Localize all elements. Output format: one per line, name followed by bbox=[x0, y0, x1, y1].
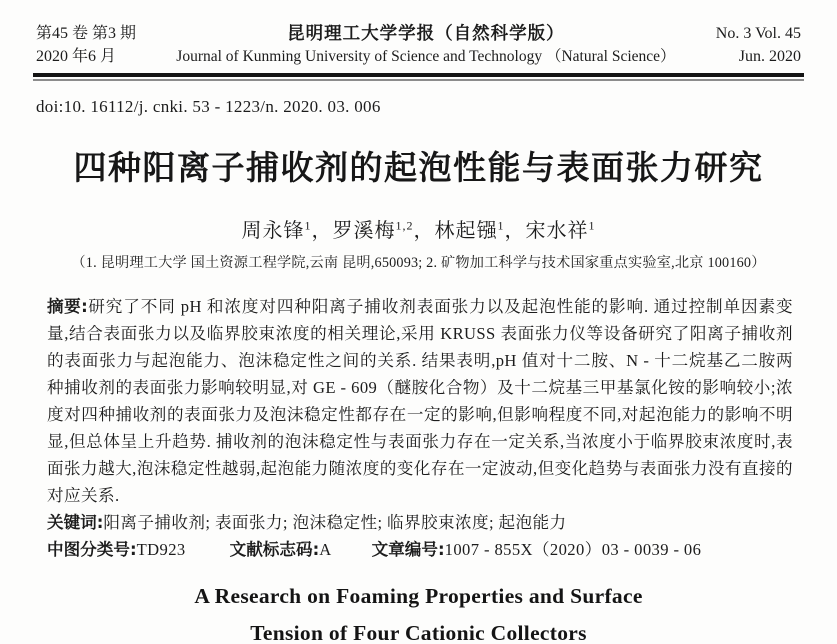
abstract-text: 研究了不同 pH 和浓度对四种阳离子捕收剂表面张力以及起泡性能的影响. 通过控制单因素变量,结合表面张力以及临界胶束浓度的相关理论,采用 KRUSS 表面张力仪等设备研究了阳离子捕收剂的表面张力与起泡能力、泡沫稳定性之间的关系. 结果表明,pH 值对十二胺、N - 十二烷基乙二胺两种捕收剂的表面张力影响较明显,对 GE - 609（醚胺化合物）及十二烷基三甲基氯化铵的影响较小;浓度对四种捕收剂的表面张力及泡沫稳定性都存在一定的影响,但影响程度不同,对起泡能力的影响不明显,但总体呈上升趋势. 捕收剂的泡沫稳定性与表面张力存在一定关系,当浓度小于临界胶束浓度时,表面张力越大,泡沫稳定性越弱,起泡能力随浓度的变化存在一定波动,但变化趋势与表面张力没有直接的对应关系. bbox=[47, 297, 793, 505]
author-2 bbox=[333, 220, 414, 242]
keywords-label: 关键词: bbox=[47, 513, 104, 532]
keywords-text: 阳离子捕收剂; 表面张力; 泡沫稳定性; 临界胶束浓度; 起泡能力 bbox=[103, 513, 567, 532]
author-1-affmark: 1 bbox=[304, 218, 312, 233]
article-number-value: 1007 - 855X（2020）03 - 0039 - 06 bbox=[444, 540, 702, 559]
authors-line bbox=[0, 214, 837, 243]
document-code-value: A bbox=[319, 540, 332, 559]
abstract-label: 摘要: bbox=[47, 297, 88, 316]
author-1 bbox=[242, 220, 312, 242]
author-3-name: 林起镪 bbox=[434, 220, 498, 242]
clc-value: TD923 bbox=[136, 540, 186, 559]
article-title-en bbox=[0, 578, 837, 644]
issue-en: No. 3 Vol. 45 bbox=[715, 25, 801, 42]
abstract-paragraph bbox=[47, 293, 793, 509]
classification-line bbox=[47, 536, 793, 563]
doi-line: doi:10. 16112/j. cnki. 53 - 1223/n. 2020. 03. 006 bbox=[36, 97, 381, 116]
journal-name-en: Journal of Kunming University of Science and Technology （Natural Science） bbox=[176, 48, 676, 65]
article-title-en-line1: A Research on Foaming Properties and Surface bbox=[194, 584, 643, 608]
author-4-name: 宋水祥 bbox=[525, 220, 589, 242]
publish-date-en: Jun. 2020 bbox=[738, 48, 801, 65]
document-code bbox=[230, 536, 332, 563]
header-issue-en-block bbox=[716, 22, 801, 68]
header-volume-issue-block bbox=[36, 22, 136, 68]
journal-header bbox=[36, 22, 801, 68]
document-code-label: 文献标志码: bbox=[229, 540, 320, 559]
keywords-line bbox=[47, 509, 793, 536]
author-2-name: 罗溪梅 bbox=[332, 220, 396, 242]
header-rule-thin bbox=[33, 79, 804, 81]
volume-issue-zh: 第45 卷 第3 期 bbox=[36, 25, 137, 42]
article-title-zh: 四种阳离子捕收剂的起泡性能与表面张力研究 bbox=[73, 148, 764, 187]
author-3-affmark: 1 bbox=[497, 218, 505, 233]
author-separator: ， bbox=[311, 220, 333, 242]
clc-label: 中图分类号: bbox=[47, 540, 137, 559]
article-title-en-line2: Tension of Four Cationic Collectors bbox=[250, 621, 587, 644]
author-4-affmark: 1 bbox=[588, 218, 596, 233]
author-separator: ， bbox=[504, 220, 526, 242]
header-rule-thick bbox=[33, 73, 804, 77]
clc-number bbox=[47, 536, 186, 563]
article-number-label: 文章编号: bbox=[371, 540, 445, 559]
author-separator: ， bbox=[413, 220, 435, 242]
affiliation-line: （1. 昆明理工大学 国土资源工程学院,云南 昆明,650093; 2. 矿物加工科学与技术国家重点实验室,北京 100160） bbox=[71, 255, 766, 271]
author-4 bbox=[526, 220, 596, 242]
article-number bbox=[372, 536, 702, 563]
author-2-affmark: 1,2 bbox=[395, 218, 414, 233]
journal-name-block bbox=[136, 22, 716, 68]
journal-name-zh: 昆明理工大学学报（自然科学版） bbox=[287, 24, 565, 44]
author-3 bbox=[435, 220, 505, 242]
author-1-name: 周永锋 bbox=[241, 220, 305, 242]
publish-date-zh: 2020 年6 月 bbox=[36, 48, 117, 65]
